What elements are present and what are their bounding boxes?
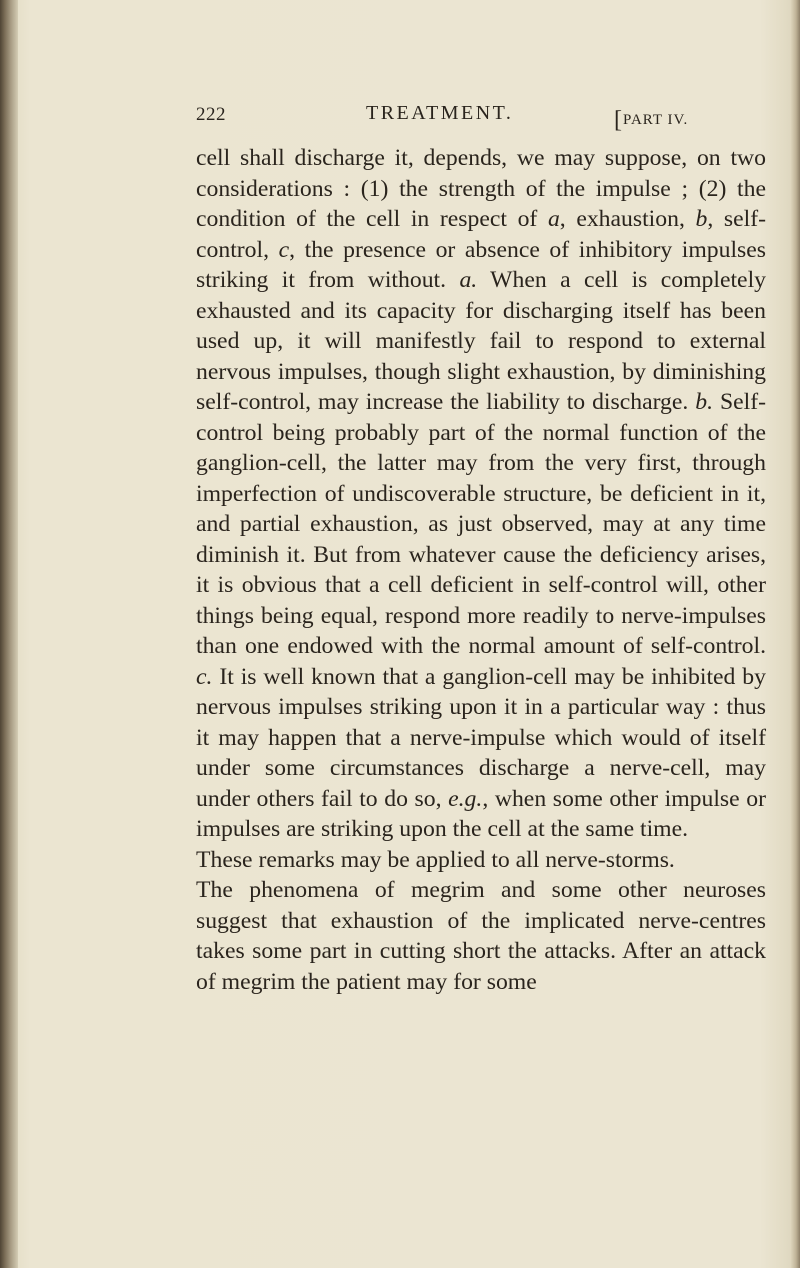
- text-segment: cell shall discharge it, depends, we may suppose, on two considerations : (1) the strength of the impulse ; (2) the condition of the cell in respect of: [196, 145, 766, 232]
- text-segment: These remarks may be applied to all nerve-storms.: [196, 846, 675, 873]
- italic-text-segment: c: [278, 236, 290, 263]
- italic-text-segment: c.: [196, 663, 213, 690]
- text-segment: It is well known that a ganglion-cell may be inhibited by nervous impulses striking upon it in a particular way : thus it may happen that a nerve-impulse which would of itself under some circumstances discharge a nerve-cell, may under others fail to do so,: [196, 663, 766, 812]
- italic-text-segment: b.: [695, 389, 714, 415]
- italic-text-segment: e.g.: [448, 785, 483, 812]
- text-segment: When a cell is completely exhausted and its capacity for discharging itself has been used up, it will manifestly fail to respond to external nervous impulses, though slight exhaustion, by diminishing self-control, may increase the liability to discharge.: [196, 267, 766, 415]
- running-title: TREATMENT.: [366, 102, 514, 124]
- text-segment: , when some other impulse or impulses are striking upon the cell at the same time.: [196, 785, 766, 842]
- part-reference-text: PART IV.: [623, 112, 689, 128]
- text-segment: , the presence or absence of inhibitory impulses striking it from without.: [196, 236, 766, 293]
- text-segment: , self-control,: [196, 206, 766, 263]
- page-edge-shadow: [790, 0, 800, 1268]
- italic-text-segment: b: [695, 206, 708, 232]
- paragraph: [196, 845, 766, 876]
- bracket-glyph: [: [614, 107, 623, 133]
- text-segment: , exhaustion,: [559, 206, 696, 232]
- page-header: [196, 104, 762, 134]
- page-binding-shadow: [0, 0, 18, 1268]
- paragraph: [196, 875, 766, 997]
- italic-text-segment: a: [547, 206, 560, 232]
- page-number: 222: [196, 104, 226, 125]
- paragraph: [196, 143, 766, 845]
- body-text: [196, 143, 766, 997]
- italic-text-segment: a.: [459, 267, 478, 293]
- text-segment: The phenomena of megrim and some other neuroses suggest that exhaustion of the implicated nerve-centres takes some part in cutting short the attacks. After an attack of megrim the patient may for some: [196, 877, 766, 995]
- text-segment: Self-control being probably part of the normal function of the ganglion-cell, the latter may from the very first, through imperfection of undiscoverable structure, be deficient in it, and partial exhaustion, as just observed, may at any time diminish it. But from whatever cause the deficiency arises, it is obvious that a cell deficient in self-control will, other things being equal, respond more readily to nerve-impulses than one endowed with the normal amount of self-control.: [196, 389, 767, 659]
- part-reference: [614, 104, 688, 131]
